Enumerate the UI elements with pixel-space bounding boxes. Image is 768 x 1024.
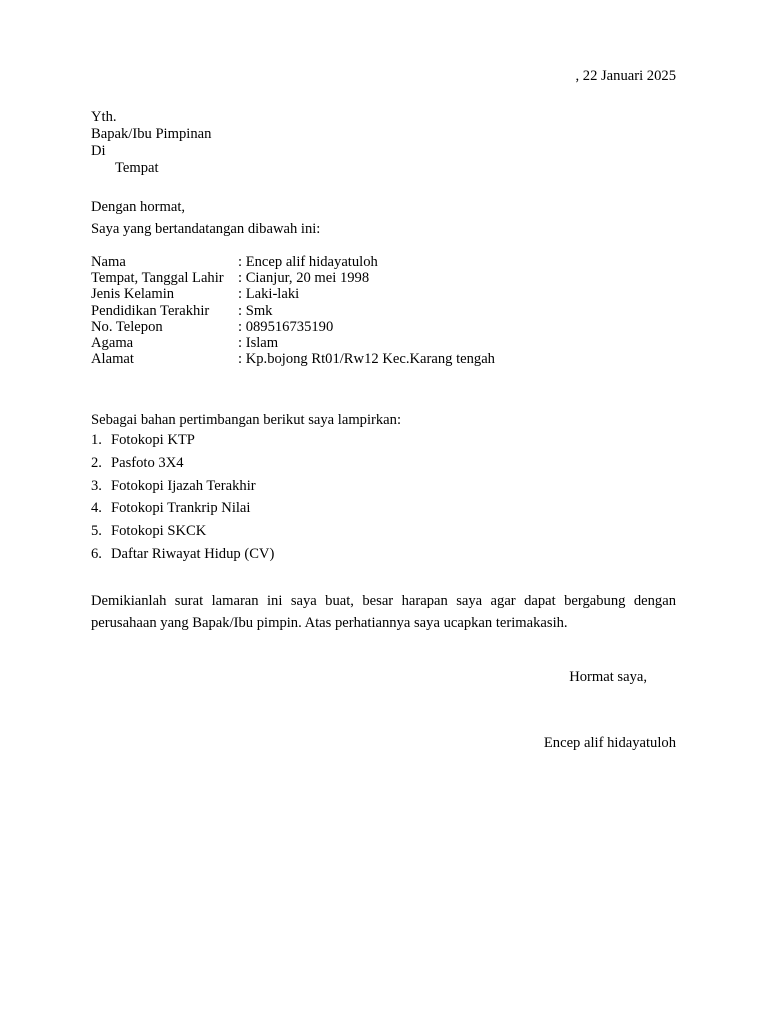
identity-value: : Laki-laki [238, 286, 300, 303]
intro-text: Saya yang bertandatangan dibawah ini: [91, 221, 321, 237]
list-item [91, 500, 274, 523]
attachments-intro: Sebagai bahan pertimbangan berikut saya lampirkan: [91, 412, 402, 428]
addressee-recipient: Bapak/Ibu Pimpinan [91, 126, 212, 142]
identity-value: : 089516735190 [238, 318, 334, 335]
addressee-salutation: Yth. [91, 109, 117, 125]
list-item-number: 6. [91, 545, 102, 562]
list-item [91, 478, 274, 501]
identity-row-name [91, 254, 495, 270]
signer-name: Encep alif hidayatuloh [543, 735, 676, 751]
addressee-place: Tempat [115, 160, 159, 176]
list-item-number: 1. [91, 432, 102, 448]
list-item-text: Fotokopi Ijazah Terakhir [111, 477, 256, 494]
list-item-text: Fotokopi SKCK [111, 523, 207, 540]
addressee-block [91, 109, 211, 177]
list-item-text: Fotokopi Trankrip Nilai [111, 500, 251, 517]
list-item-number: 5. [91, 523, 102, 540]
identity-label: No. Telepon [91, 318, 163, 335]
addressee-at: Di [91, 143, 106, 159]
identity-label: Pendidikan Terakhir [91, 302, 210, 319]
list-item-text: Pasfoto 3X4 [111, 454, 184, 471]
closing-paragraph: Demikianlah surat lamaran ini saya buat, besar harapan saya agar dapat bergabung dengan perusahaan yang Bapak/Ibu pimpin. Atas perhatiannya saya ucapkan terimakasih. [91, 593, 676, 631]
list-item-number: 4. [91, 500, 102, 517]
identity-row-address [91, 351, 495, 367]
list-item [91, 523, 274, 546]
identity-label: Agama [91, 335, 134, 352]
letter-date: , 22 Januari 2025 [575, 68, 676, 84]
attachments-list [91, 432, 274, 569]
closing-regards: Hormat saya, [569, 669, 647, 685]
greeting: Dengan hormat, [91, 199, 186, 215]
list-item [91, 432, 274, 455]
identity-row-birth [91, 270, 495, 286]
list-item-number: 3. [91, 477, 102, 494]
identity-value: : Encep alif hidayatuloh [238, 254, 378, 270]
identity-label: Tempat, Tanggal Lahir [91, 270, 224, 287]
list-item-number: 2. [91, 454, 102, 471]
identity-row-religion [91, 335, 495, 351]
identity-value: : Cianjur, 20 mei 1998 [238, 270, 370, 287]
identity-label: Alamat [91, 351, 134, 368]
list-item [91, 546, 274, 569]
identity-value: : Kp.bojong Rt01/Rw12 Kec.Karang tengah [238, 351, 495, 368]
identity-value: : Islam [238, 335, 279, 352]
identity-table [91, 254, 495, 367]
identity-label: Jenis Kelamin [91, 286, 175, 303]
identity-row-education [91, 303, 495, 319]
identity-value: : Smk [238, 302, 273, 319]
identity-label: Nama [91, 254, 126, 270]
identity-row-gender [91, 286, 495, 302]
list-item [91, 455, 274, 478]
list-item-text: Fotokopi KTP [111, 432, 195, 448]
identity-row-phone [91, 319, 495, 335]
list-item-text: Daftar Riwayat Hidup (CV) [111, 545, 275, 562]
